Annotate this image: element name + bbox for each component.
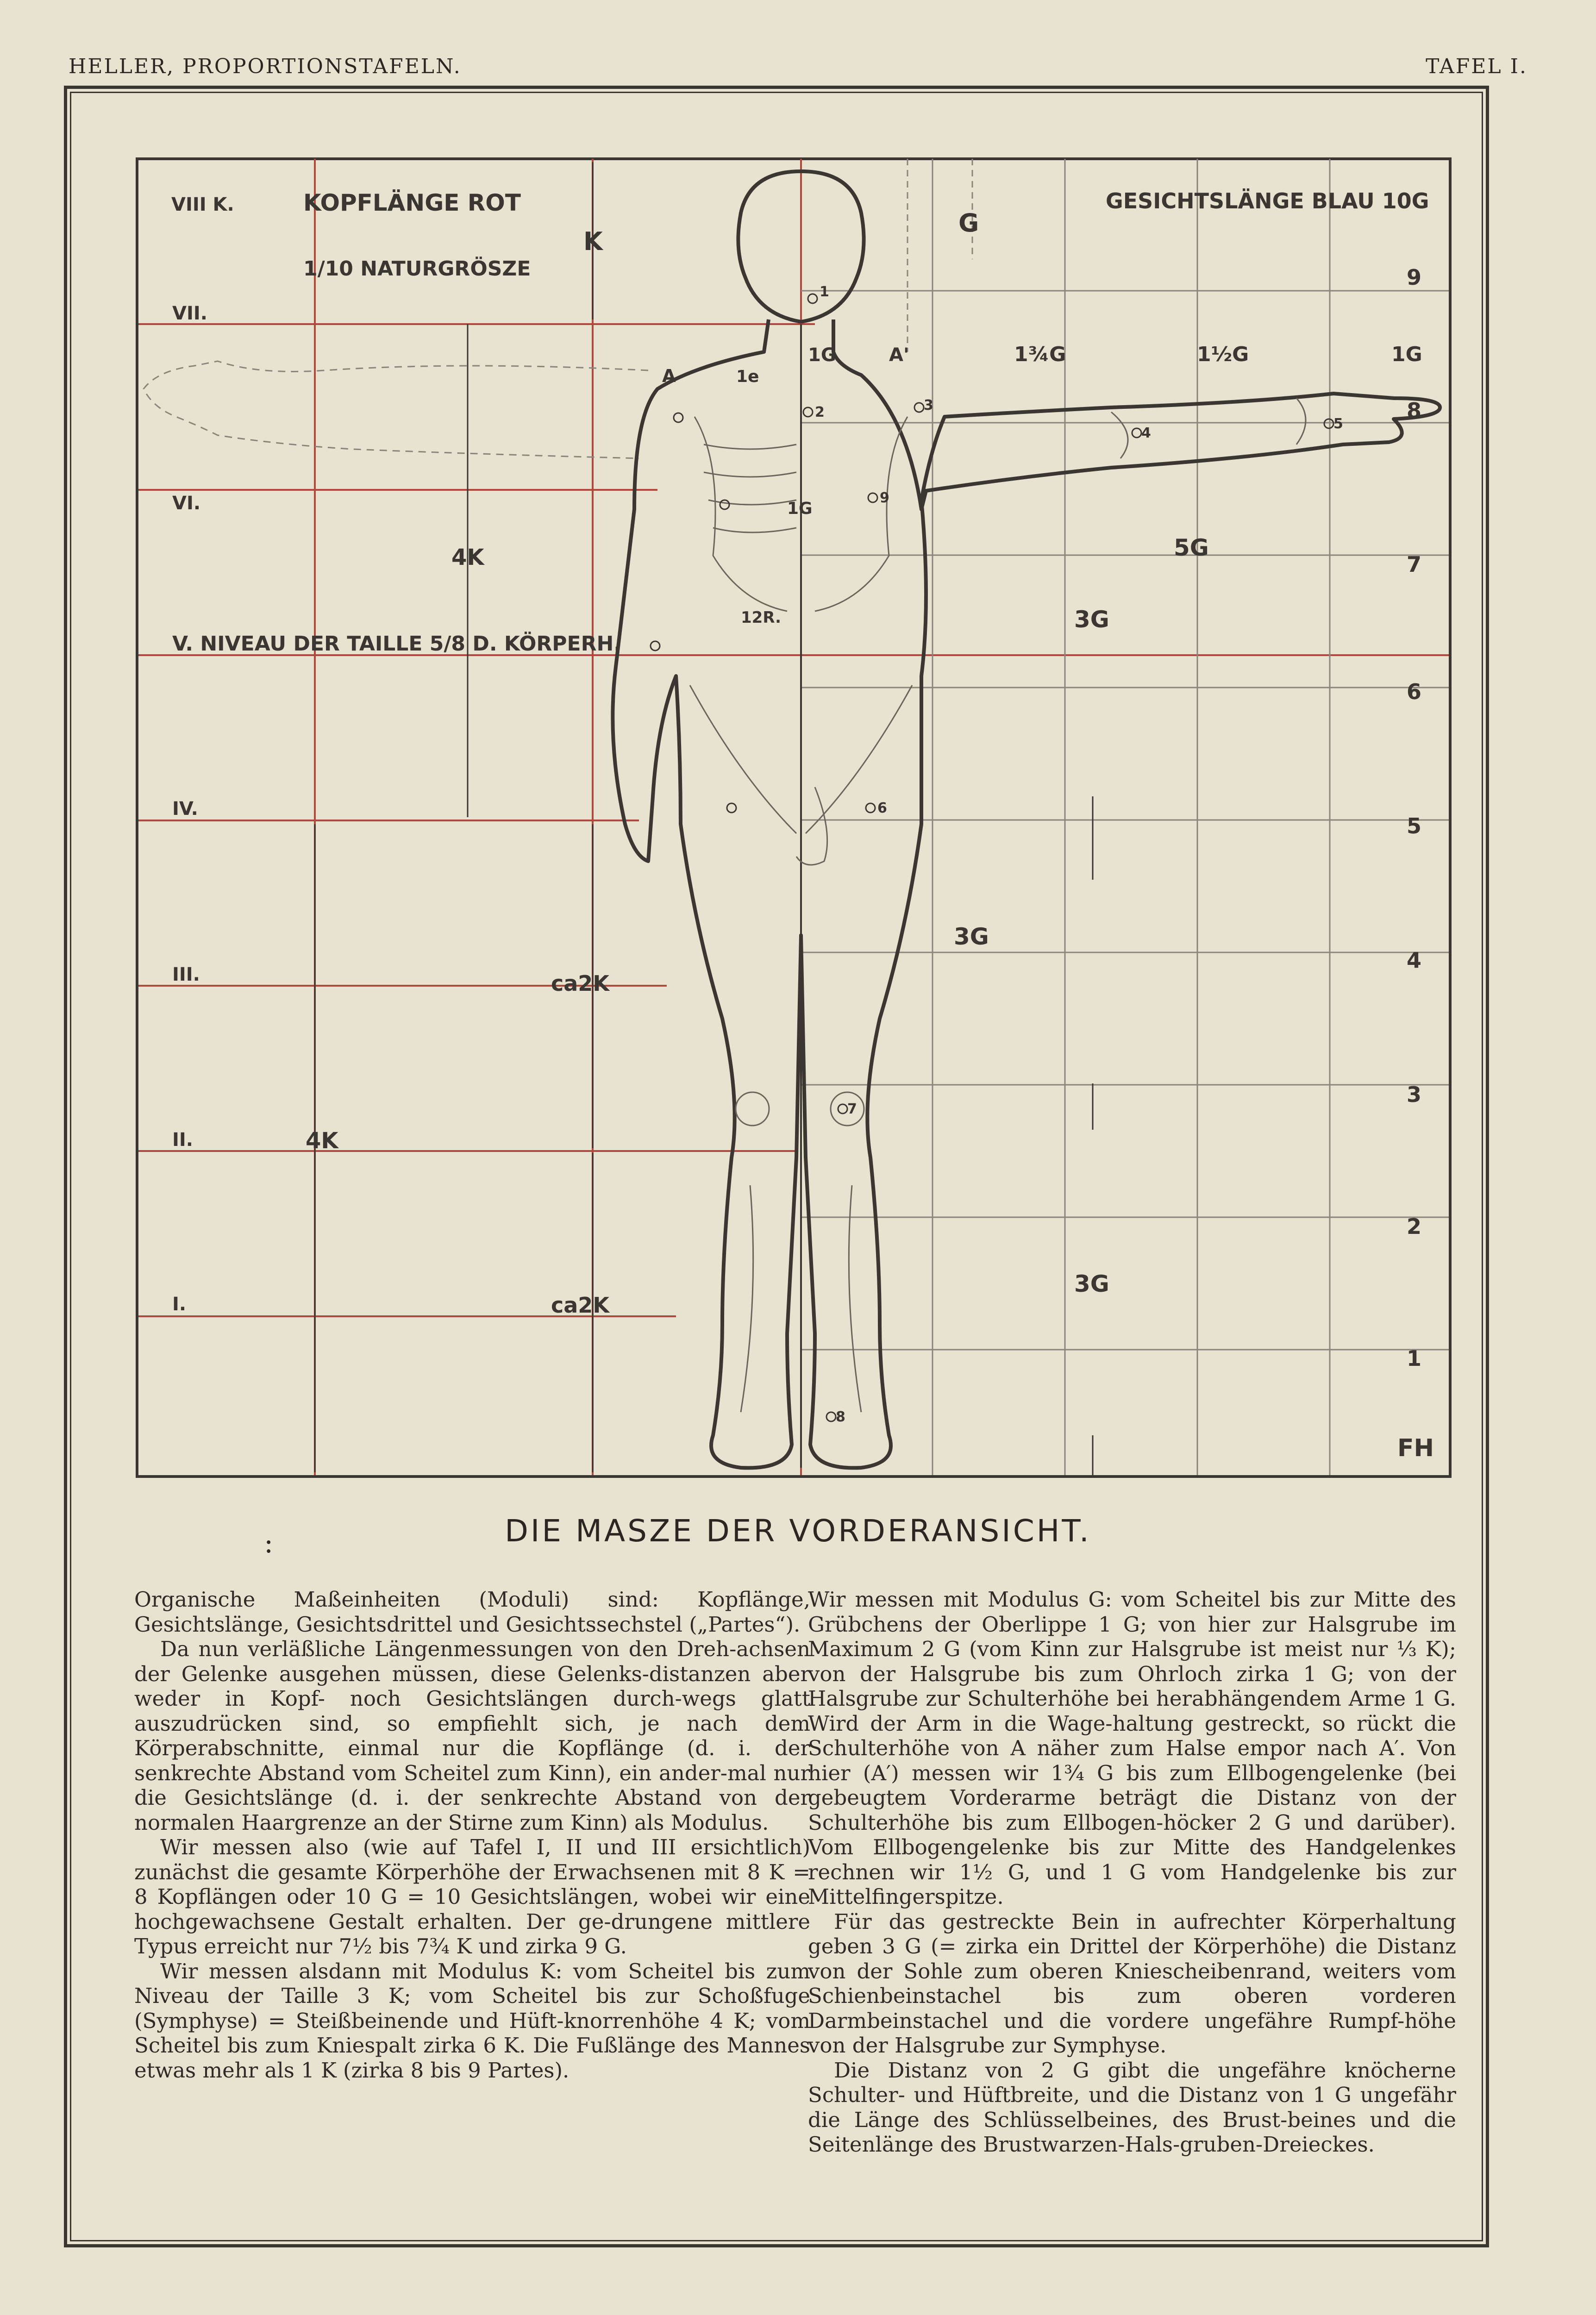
label-ca2k-lower: ca2K (551, 1293, 609, 1318)
label-1-3-4g: 1¾G (1014, 343, 1066, 366)
plate-scale: 1/10 NATURGRÖSZE (303, 257, 531, 281)
marker-6 (866, 803, 875, 813)
marker-shoulder-left (674, 413, 683, 422)
label-4k-upper: 4K (451, 544, 484, 570)
text-column-left (134, 1587, 810, 2083)
point-label-3: 3 (924, 397, 933, 413)
plate-labels (171, 188, 1434, 1462)
label-3g-2: 3G (954, 923, 989, 950)
point-label-4: 4 (1141, 425, 1151, 441)
face-number-1: 1 (1407, 1346, 1422, 1371)
plate-title-left: KOPFLÄNGE ROT (303, 189, 521, 216)
point-label-2: 2 (815, 404, 825, 420)
level-8-label: VIII K. (171, 194, 234, 215)
point-label-7: 7 (847, 1101, 857, 1117)
level-2-label: II. (172, 1129, 193, 1151)
marker-9 (868, 493, 877, 502)
paragraph: Für das gestreckte Bein in aufrechter Körperhaltung geben 3 G (= zirka ein Drittel der Körperhöhe) die Distanz von der Sohle zum oberen Kniescheibenrand, weiters vom Schienbeinstachel bis zum oberen vorderen Darmbeinstachel und die vordere ungefähre Rumpf-höhe von der Halsgrube zur Symphyse. (808, 1909, 1456, 2058)
point-label-8: 8 (836, 1409, 845, 1425)
ribs-left (704, 444, 796, 532)
label-12r: 12R. (741, 608, 782, 627)
marker-4 (1132, 428, 1141, 438)
label-k: K (583, 227, 603, 256)
running-header-right: TAFEL I. (1426, 55, 1527, 78)
marker-5 (1324, 419, 1333, 428)
label-chest-1g: 1G (787, 499, 813, 518)
level-7-label: VII. (172, 303, 207, 324)
marker-2 (803, 407, 813, 417)
face-number-5: 5 (1407, 813, 1422, 838)
face-number-7: 7 (1407, 552, 1422, 577)
level-5-label: V. NIVEAU DER TAILLE 5/8 D. KÖRPERH. (172, 632, 622, 656)
marker-chest-left (720, 500, 729, 509)
label-ca2k-upper: ca2K (551, 971, 609, 996)
level-6-label: VI. (172, 493, 201, 514)
level-1-label: I. (172, 1294, 187, 1315)
figure-body (613, 319, 1440, 1468)
marker-waist-left (651, 641, 660, 651)
text-column-right (808, 1587, 1456, 2157)
face-number-9: 9 (1407, 265, 1422, 290)
face-number-4: 4 (1407, 948, 1422, 973)
paragraph: Die Distanz von 2 G gibt die ungefähre knöcherne Schulter- und Hüftbreite, und die Distanz von 1 G ungefähr die Länge des Schlüsselbeines, des Brust-beines und die Seitenlänge des Brustwarzen-Hals-gruben-Dreieckes. (808, 2058, 1456, 2157)
ribcage-right (815, 417, 908, 611)
paragraph: Da nun verläßliche Längenmessungen von den Dreh-achsen der Gelenke ausgehen müssen, diese Gelenks-distanzen aber weder in Kopf- noch Gesichtslängen durch-wegs glatt auszudrücken sind, so empfiehlt sich, je nach dem Körperabschnitte, einmal nur die Kopflänge (d. i. der senkrechte Abstand vom Scheitel zum Kinn), ein ander-mal nur die Gesichtslänge (d. i. der senkrechte Abstand von der normalen Haargrenze an der Stirne zum Kinn) als Modulus. (134, 1637, 810, 1835)
dotted-hanging-arm-outline (144, 361, 648, 458)
colon-mark: : (264, 1527, 274, 1559)
marker-8 (826, 1412, 836, 1421)
running-header-left: HELLER, PROPORTIONSTAFELN. (69, 55, 462, 78)
plate-title-right: GESICHTSLÄNGE BLAU 10G (1106, 188, 1429, 213)
label-g: G (958, 208, 979, 238)
marker-3 (914, 403, 924, 412)
label-arm-end-1g: 1G (1391, 343, 1422, 366)
marker-hip-left (727, 803, 736, 813)
monogram: FH (1397, 1434, 1434, 1462)
measure-arrows (315, 162, 1093, 1475)
face-number-6: 6 (1407, 679, 1422, 704)
point-label-5: 5 (1333, 416, 1343, 432)
paragraph: Wir messen alsdann mit Modulus K: vom Scheitel bis zum Niveau der Taille 3 K; vom Scheitel bis zur Schoßfuge (Symphyse) = Steißbeinende und Hüft-knorrenhöhe 4 K; vom Scheitel bis zum Kniespalt zirka 6 K. Die Fußlänge des Mannes etwas mehr als 1 K (zirka 8 bis 9 Partes). (134, 1958, 810, 2083)
label-a-prime: A' (889, 344, 909, 366)
label-point-a: A (662, 366, 676, 386)
point-label-9: 9 (880, 490, 889, 506)
label-5g: 5G (1174, 534, 1209, 561)
paragraph: Wir messen also (wie auf Tafel I, II und III ersichtlich) zunächst die gesamte Körperhöhe der Erwachsenen mit 8 K = 8 Kopflängen oder 10 G = 10 Gesichtslängen, wobei wir eine hochgewachsene Gestalt erhalten. Der ge-drungene mittlere Typus erreicht nur 7½ bis 7¾ K und zirka 9 G. (134, 1835, 810, 1958)
face-number-3: 3 (1407, 1082, 1422, 1107)
plate-caption: DIE MASZE DER VORDERANSICHT. (505, 1513, 1091, 1549)
label-neck-1e: 1e (736, 367, 759, 386)
level-4-label: IV. (172, 798, 198, 820)
paragraph: Wir messen mit Modulus G: vom Scheitel bis zur Mitte des Grübchens der Oberlippe 1 G; von hier zur Halsgrube im Maximum 2 G (vom Kinn zur Halsgrube ist meist nur ⅓ K); von der Halsgrube bis zum Ohrloch zirka 1 G; von der Halsgrube zur Schulterhöhe bei herabhängendem Arme 1 G. Wird der Arm in die Wage-haltung gestreckt, so rückt die Schulterhöhe von A näher zum Halse empor nach A′. Von hier (A′) messen wir 1¾ G bis zum Ellbogengelenke (bei gebeugtem Vorderarme beträgt die Distanz von der Schulterhöhe bis zum Ellbogen-höcker 2 G und darüber). Vom Ellbogengelenke bis zur Mitte des Handgelenkes rechnen wir 1½ G, und 1 G vom Handgelenke bis zur Mittelfingerspitze. (808, 1587, 1456, 1909)
label-1-1-2g: 1½G (1197, 343, 1249, 366)
marker-1 (808, 294, 817, 303)
plate-frame (137, 159, 1450, 1477)
face-number-8: 8 (1407, 398, 1422, 423)
point-label-1: 1 (820, 284, 829, 300)
red-grid (138, 159, 1449, 1475)
label-3g-3: 3G (1074, 1270, 1109, 1297)
face-number-2: 2 (1407, 1214, 1422, 1239)
label-4k-lower: 4K (306, 1128, 338, 1154)
kneecap-left (736, 1092, 769, 1126)
level-3-label: III. (172, 964, 200, 985)
figure-anatomy (690, 398, 1306, 1412)
marker-7 (838, 1104, 847, 1114)
point-label-6: 6 (877, 800, 887, 816)
label-3g-1: 3G (1074, 606, 1109, 633)
label-neck-1g: 1G (808, 344, 836, 366)
paragraph: Organische Maßeinheiten (Moduli) sind: Kopflänge, Gesichtslänge, Gesichtsdrittel und Gesichtssechstel („Partes“). (134, 1587, 810, 1637)
